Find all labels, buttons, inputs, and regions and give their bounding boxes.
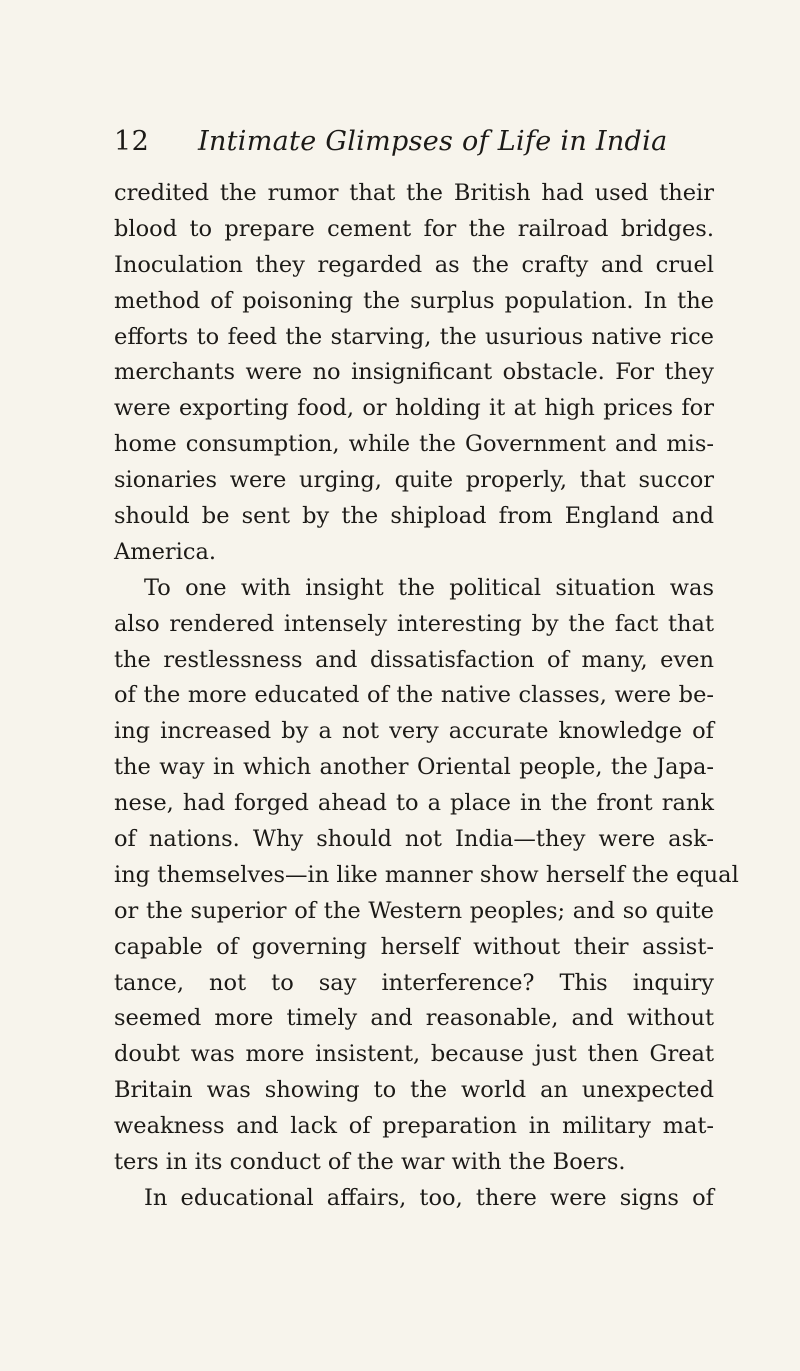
text-line: ters in its conduct of the war with the Boers. bbox=[114, 1149, 626, 1176]
text-line: seemed more timely and reasonable, and without bbox=[114, 1005, 714, 1032]
text-line: the way in which another Oriental people, the Japa- bbox=[114, 754, 714, 781]
text-line: were exporting food, or holding it at high prices for bbox=[114, 395, 714, 422]
text-line: In educational affairs, too, there were signs of bbox=[144, 1184, 714, 1211]
text-line: of the more educated of the native classes, were be- bbox=[114, 682, 714, 709]
running-title: Intimate Glimpses of Life in India bbox=[198, 126, 668, 157]
text-line: To one with insight the political situation was bbox=[144, 574, 714, 601]
text-line: or the superior of the Western peoples; and so quite bbox=[114, 897, 714, 924]
running-head bbox=[114, 126, 674, 166]
text-line: of nations. Why should not India—they were ask- bbox=[114, 826, 714, 853]
page-number: 12 bbox=[114, 126, 150, 157]
text-line: also rendered intensely interesting by the fact that bbox=[114, 610, 714, 637]
text-line: ing increased by a not very accurate knowledge of bbox=[114, 718, 714, 745]
text-line: efforts to feed the starving, the usurious native rice bbox=[114, 323, 714, 350]
text-line: ing themselves—in like manner show herself the equal bbox=[114, 861, 739, 888]
text-line: method of poisoning the surplus population. In the bbox=[114, 287, 714, 314]
text-line: America. bbox=[114, 538, 217, 565]
text-line: the restlessness and dissatisfaction of many, even bbox=[114, 646, 714, 673]
text-line: Inoculation they regarded as the crafty and cruel bbox=[114, 251, 714, 278]
text-line: weakness and lack of preparation in military mat- bbox=[114, 1113, 714, 1140]
text-line: Britain was showing to the world an unexpected bbox=[114, 1077, 714, 1104]
text-line: credited the rumor that the British had used their bbox=[114, 180, 714, 206]
text-line: should be sent by the shipload from England and bbox=[114, 503, 714, 530]
body-text bbox=[114, 176, 739, 1217]
text-line: home consumption, while the Government and mis- bbox=[114, 431, 714, 458]
text-line: doubt was more insistent, because just then Great bbox=[114, 1041, 714, 1068]
text-line: sionaries were urging, quite properly, that succor bbox=[114, 467, 714, 494]
text-line: nese, had forged ahead to a place in the front rank bbox=[114, 790, 714, 817]
text-line: blood to prepare cement for the railroad bridges. bbox=[114, 215, 714, 242]
text-line: capable of governing herself without their assist- bbox=[114, 933, 714, 960]
text-line: tance, not to say interference? This inquiry bbox=[114, 969, 714, 996]
text-line: merchants were no insignificant obstacle. For they bbox=[114, 359, 714, 386]
